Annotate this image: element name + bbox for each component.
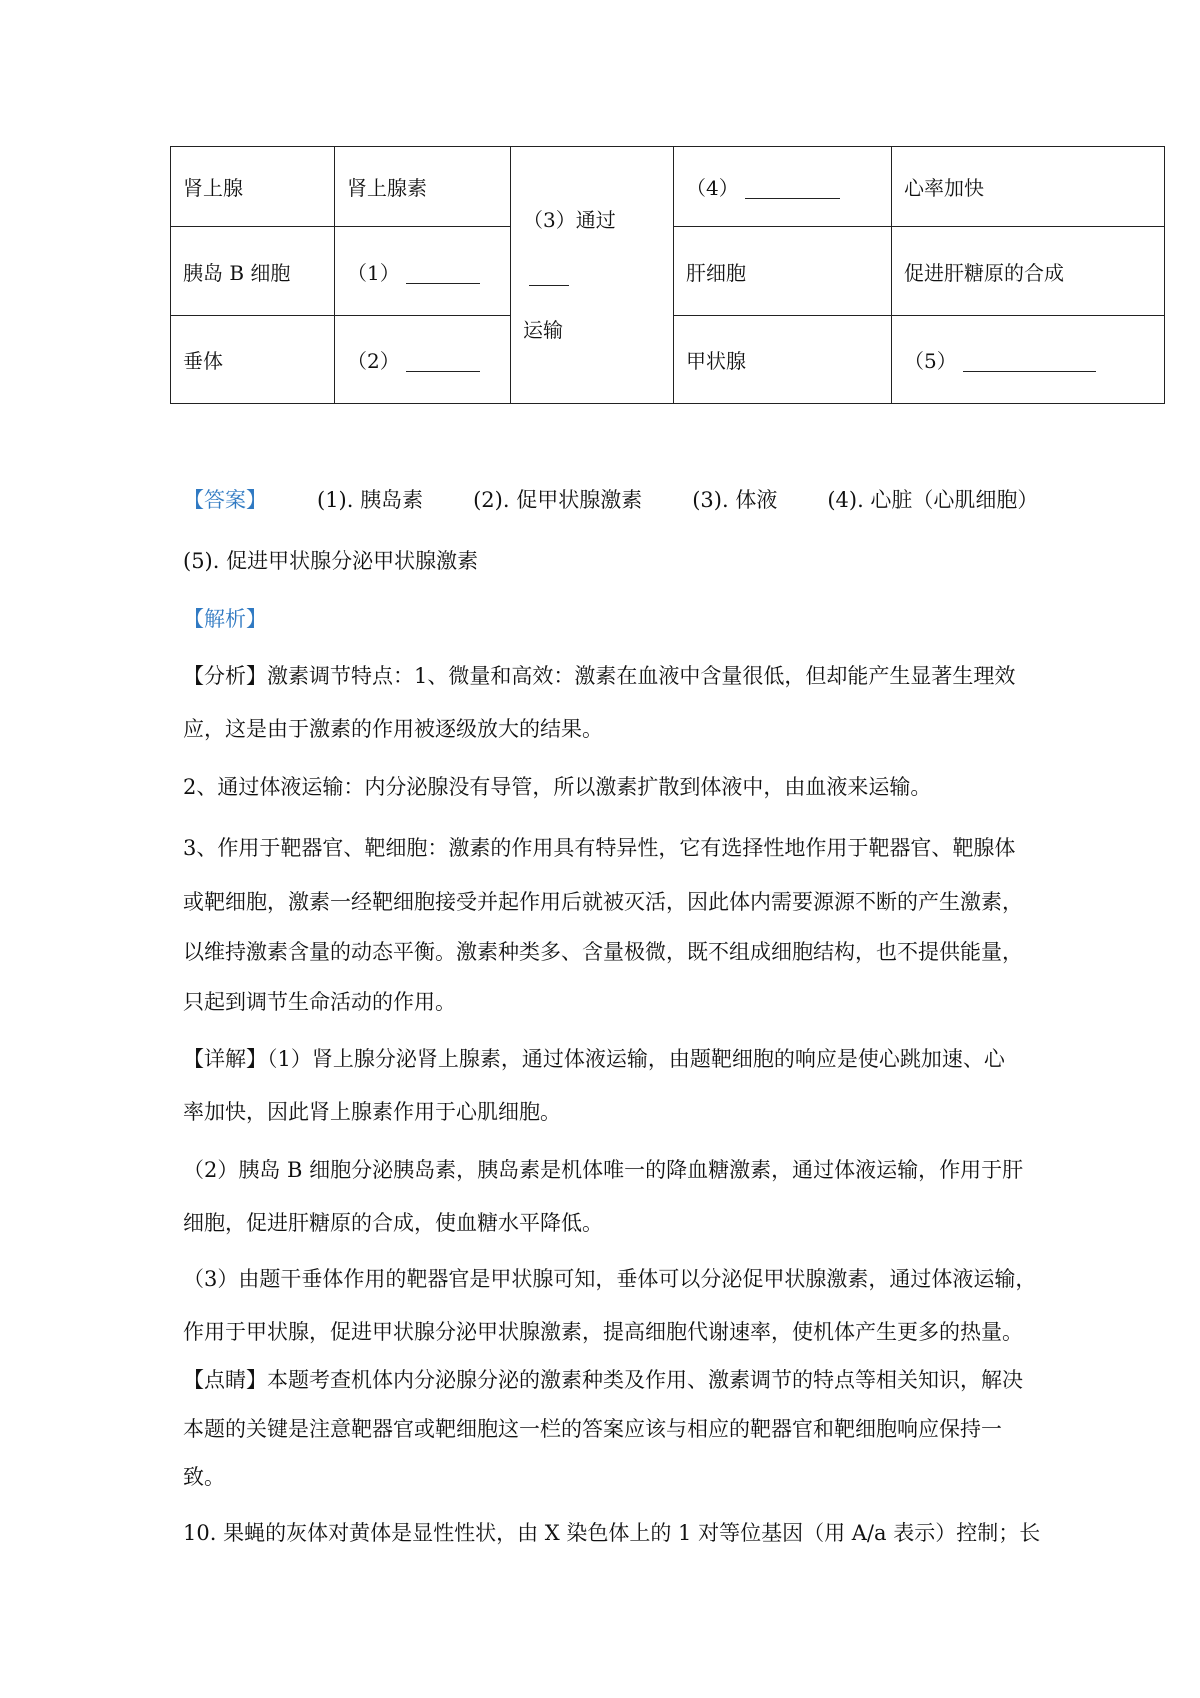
table-cell-transport — [511, 147, 674, 404]
blank-label: （4） — [686, 176, 739, 200]
answer-item: (1). 胰岛素 — [317, 488, 424, 512]
hormone-table — [170, 146, 1165, 404]
analysis-line: 致。 — [183, 1465, 225, 1489]
analysis-line: 只起到调节生命活动的作用。 — [183, 990, 456, 1014]
table-cell: 肾上腺素 — [335, 147, 511, 227]
table-cell — [335, 316, 511, 404]
table-cell: 肝细胞 — [674, 227, 892, 316]
answer-item: (4). 心脏（心肌细胞） — [827, 488, 1039, 512]
analysis-line: 3、作用于靶器官、靶细胞：激素的作用具有特异性，它有选择性地作用于靶器官、靶腺体 — [183, 836, 1016, 860]
answer-blank — [406, 353, 480, 372]
answer-blank — [406, 265, 480, 284]
analysis-line: 【详解】（1）肾上腺分泌肾上腺素，通过体液运输，由题靶细胞的响应是使心跳加速、心 — [183, 1047, 1005, 1071]
answer-item: (3). 体液 — [692, 488, 778, 512]
analysis-line: 率加快，因此肾上腺素作用于心肌细胞。 — [183, 1100, 561, 1124]
table-cell: 肾上腺 — [171, 147, 335, 227]
analysis-line: （3）由题干垂体作用的靶器官是甲状腺可知，垂体可以分泌促甲状腺激素，通过体液运输， — [183, 1267, 1037, 1291]
table-cell — [335, 227, 511, 316]
blank-label: （2） — [347, 349, 400, 373]
analysis-tag: 【解析】 — [183, 607, 267, 631]
question-10-line: 10. 果蝇的灰体对黄体是显性性状，由 X 染色体上的 1 对等位基因（用 A/a 表示）控制；长 — [183, 1521, 1041, 1545]
analysis-line: 【分析】激素调节特点：1、微量和高效：激素在血液中含量很低，但却能产生显著生理效 — [183, 664, 1016, 688]
analysis-line: （2）胰岛 B 细胞分泌胰岛素，胰岛素是机体唯一的降血糖激素，通过体液运输，作用于肝 — [183, 1158, 1024, 1182]
table-row — [171, 147, 1165, 227]
analysis-line: 或靶细胞，激素一经靶细胞接受并起作用后就被灭活，因此体内需要源源不断的产生激素， — [183, 890, 1023, 914]
table-cell — [674, 147, 892, 227]
analysis-line: 以维持激素含量的动态平衡。激素种类多、含量极微，既不组成细胞结构，也不提供能量， — [183, 940, 1023, 964]
transport-label: （3）通过 — [523, 207, 616, 232]
answer-blank — [963, 353, 1096, 372]
table-cell: 心率加快 — [892, 147, 1165, 227]
answer-blank — [529, 267, 569, 286]
analysis-line: 本题的关键是注意靶器官或靶细胞这一栏的答案应该与相应的靶器官和靶细胞响应保持一 — [183, 1417, 1002, 1441]
answer-tag: 【答案】 — [183, 488, 267, 512]
answer-blank — [745, 180, 840, 199]
analysis-line: 应，这是由于激素的作用被逐级放大的结果。 — [183, 717, 603, 741]
answer-item-5: (5). 促进甲状腺分泌甲状腺激素 — [183, 549, 479, 573]
table-cell: 促进肝糖原的合成 — [892, 227, 1165, 316]
analysis-line: 2、通过体液运输：内分泌腺没有导管，所以激素扩散到体液中，由血液来运输。 — [183, 775, 932, 799]
table-cell — [892, 316, 1165, 404]
table-cell: 胰岛 B 细胞 — [171, 227, 335, 316]
table-cell: 垂体 — [171, 316, 335, 404]
blank-label: （5） — [904, 349, 957, 373]
answer-line — [183, 485, 1038, 515]
answer-item: (2). 促甲状腺激素 — [473, 488, 643, 512]
analysis-line: 【点睛】本题考查机体内分泌腺分泌的激素种类及作用、激素调节的特点等相关知识，解决 — [183, 1368, 1023, 1392]
analysis-line: 细胞，促进肝糖原的合成，使血糖水平降低。 — [183, 1211, 603, 1235]
transport-label-2: 运输 — [523, 317, 563, 342]
table-cell: 甲状腺 — [674, 316, 892, 404]
analysis-line: 作用于甲状腺，促进甲状腺分泌甲状腺激素，提高细胞代谢速率，使机体产生更多的热量。 — [183, 1320, 1023, 1344]
blank-label: （1） — [347, 260, 400, 285]
